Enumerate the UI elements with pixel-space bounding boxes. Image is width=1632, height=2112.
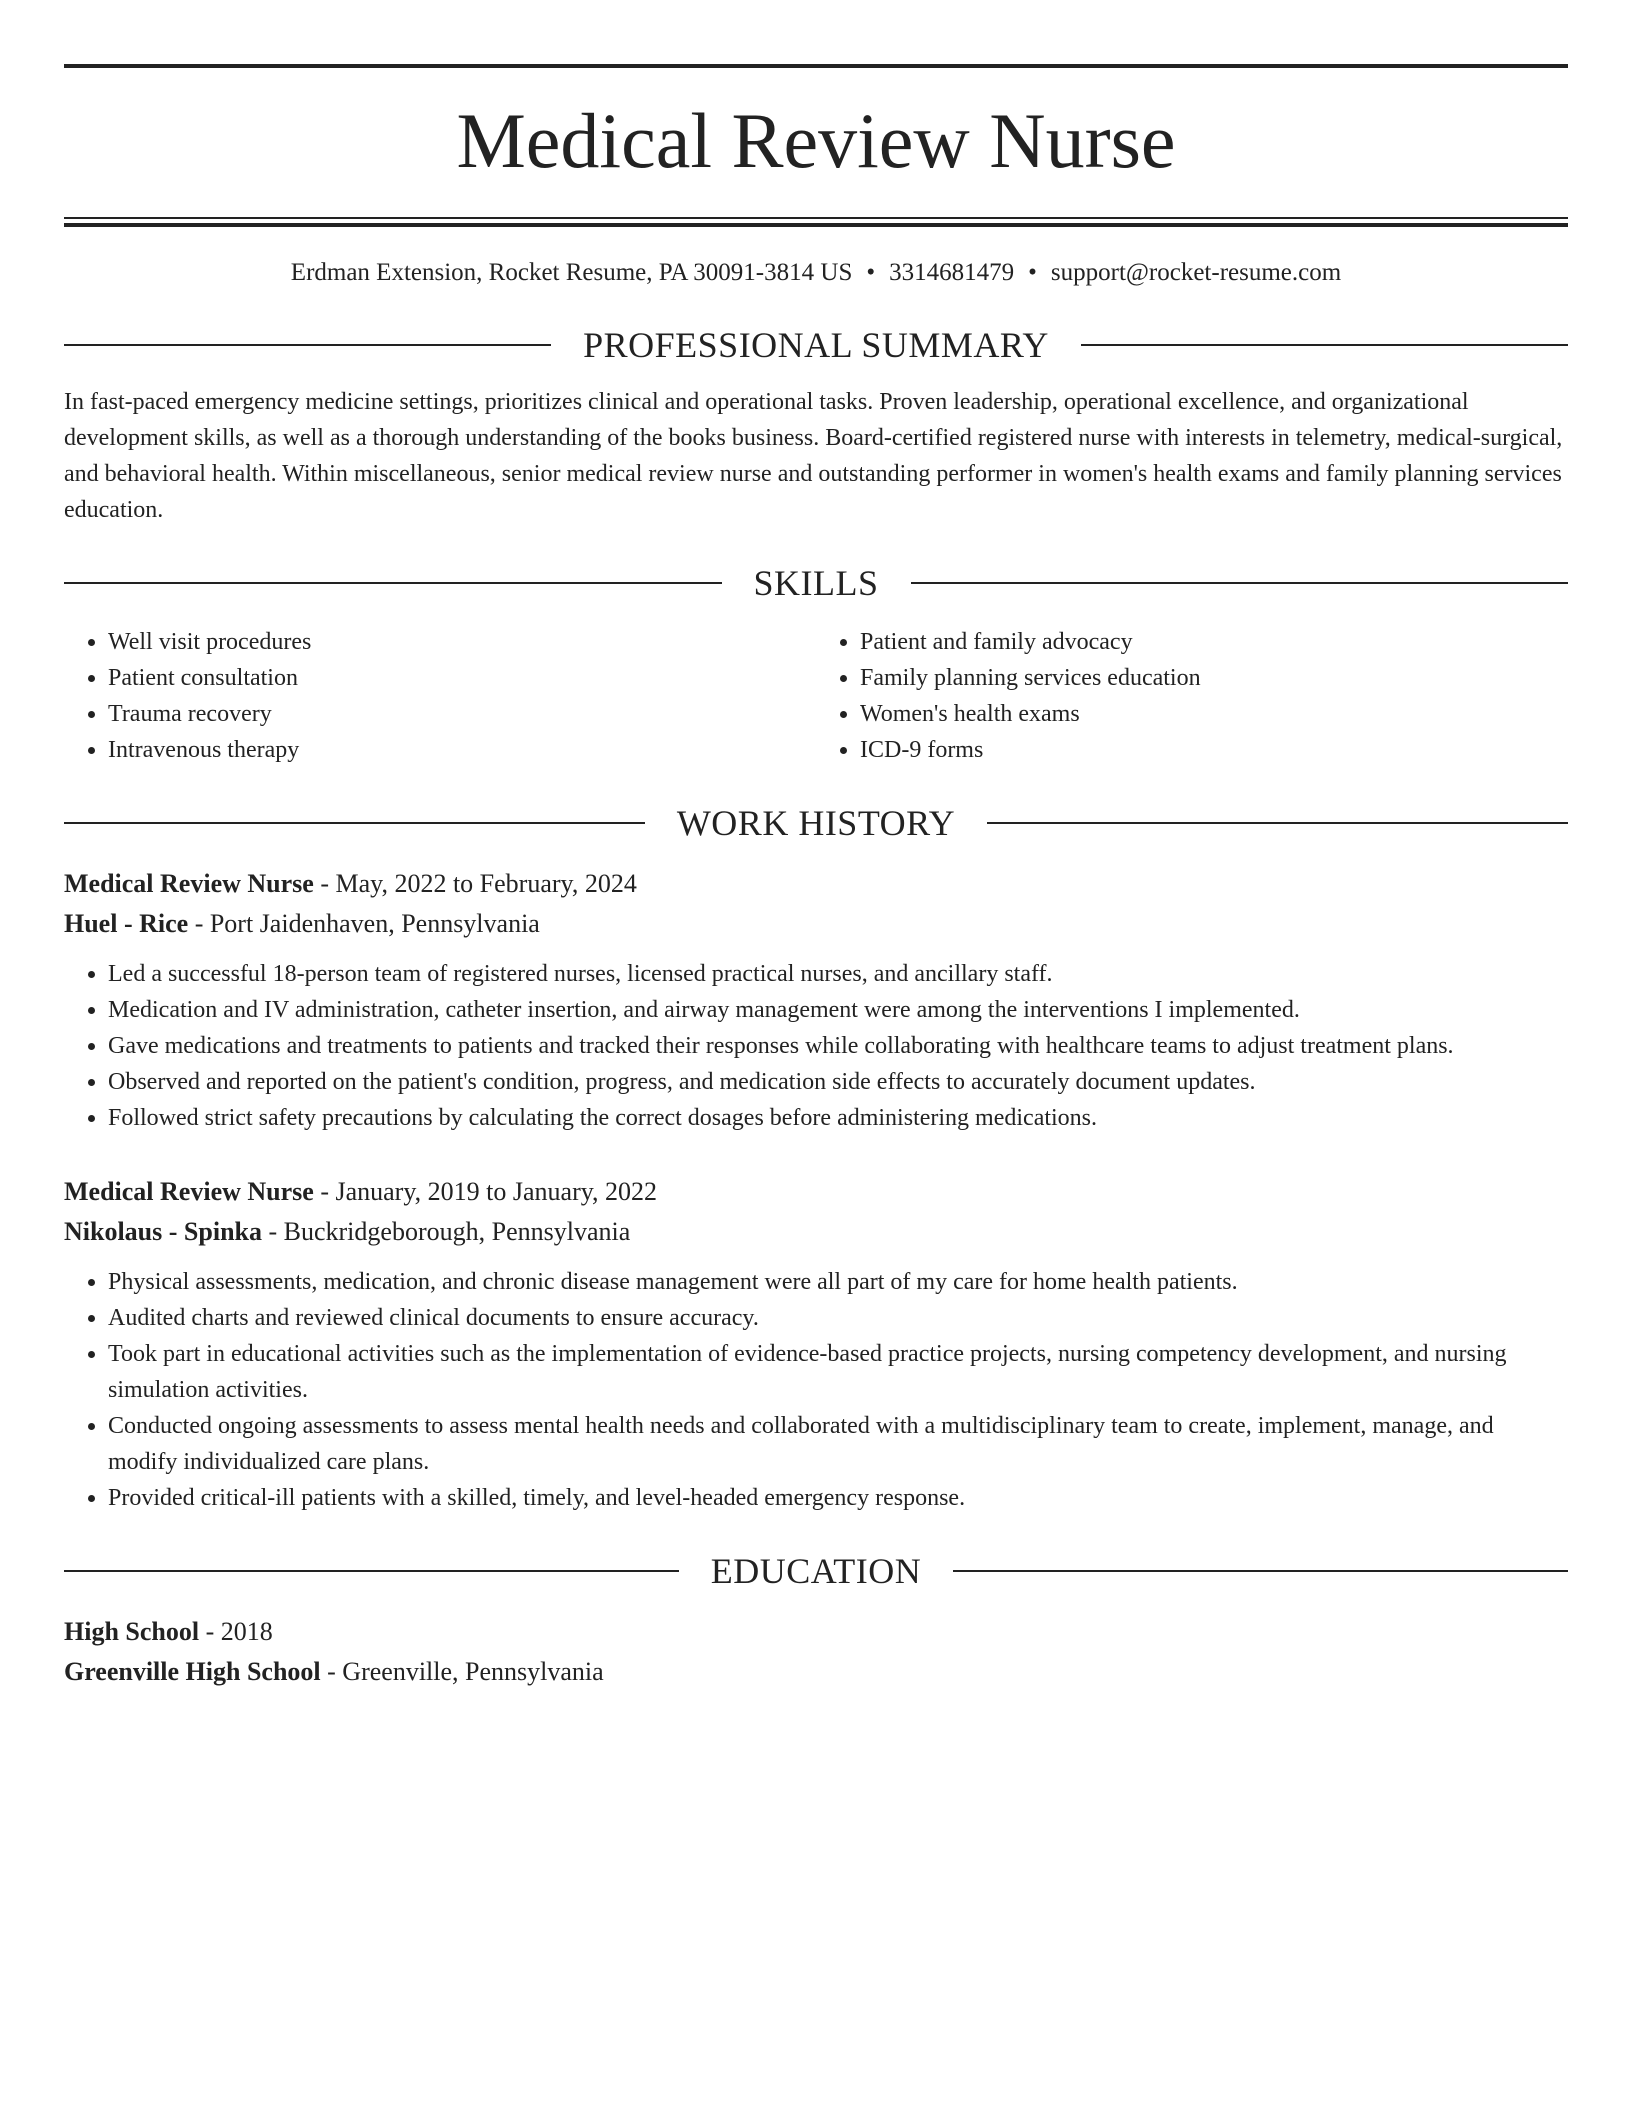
job-employer-line	[64, 904, 1568, 944]
divider	[1081, 344, 1568, 346]
skill-item: • Intravenous therapy	[108, 732, 816, 768]
divider	[64, 1570, 679, 1572]
job-title: Medical Review Nurse	[64, 869, 314, 898]
job-bullet: • Audited charts and reviewed clinical documents to ensure accuracy.	[108, 1300, 1568, 1336]
divider	[987, 822, 1568, 824]
divider	[953, 1570, 1568, 1572]
section-title: SKILLS	[753, 563, 879, 603]
skill-item: • Trauma recovery	[108, 696, 816, 732]
skills-column-left	[64, 624, 816, 768]
contact-separator: •	[866, 259, 876, 286]
job-employer: Nikolaus - Spinka	[64, 1217, 262, 1246]
education-degree: High School	[64, 1617, 200, 1646]
education-school-line	[64, 1652, 1568, 1692]
job-title-line	[64, 1172, 1568, 1212]
job-dates: - May, 2022 to February, 2024	[320, 869, 637, 898]
job-bullets	[64, 1264, 1568, 1516]
divider	[64, 822, 645, 824]
header-double-rule	[64, 217, 1568, 219]
skill-item: • Family planning services education	[860, 660, 1568, 696]
job-employer: Huel - Rice	[64, 909, 189, 938]
job-bullet: • Physical assessments, medication, and chronic disease management were all part of my care for home health patients.	[108, 1264, 1568, 1300]
divider	[64, 344, 551, 346]
skill-item: • Women's health exams	[860, 696, 1568, 732]
contact-email: support@rocket-resume.com	[1050, 259, 1342, 286]
education-school: Greenville High School	[64, 1657, 321, 1686]
skills-column-right	[816, 624, 1568, 768]
job-bullet: • Provided critical-ill patients with a skilled, timely, and level-headed emergency response.	[108, 1480, 1568, 1516]
job-entry	[64, 864, 1568, 1136]
job-bullet: • Led a successful 18-person team of registered nurses, licensed practical nurses, and ancillary staff.	[108, 956, 1568, 992]
resume-name: Medical Review Nurse	[456, 97, 1176, 184]
section-title: EDUCATION	[710, 1551, 922, 1591]
education-degree-line	[64, 1612, 1568, 1652]
section-heading-skills	[64, 562, 1568, 604]
contact-line	[64, 256, 1568, 290]
section-heading-work	[64, 802, 1568, 844]
divider	[911, 582, 1569, 584]
section-heading-summary	[64, 324, 1568, 366]
job-bullet: • Medication and IV administration, catheter insertion, and airway management were among the interventions I implemented.	[108, 992, 1568, 1028]
contact-address: Erdman Extension, Rocket Resume, PA 30091-3814 US	[290, 259, 853, 286]
education-location: - Greenville, Pennsylvania	[327, 1657, 604, 1686]
job-bullet: • Followed strict safety precautions by calculating the correct dosages before administering medications.	[108, 1100, 1568, 1136]
section-title: WORK HISTORY	[676, 803, 956, 843]
section-title: PROFESSIONAL SUMMARY	[583, 325, 1049, 365]
section-heading-education	[64, 1550, 1568, 1592]
job-bullet: • Observed and reported on the patient's condition, progress, and medication side effects to accurately document updates.	[108, 1064, 1568, 1100]
education-entry	[64, 1612, 1568, 1692]
job-location: - Buckridgeborough, Pennsylvania	[268, 1217, 631, 1246]
skill-item: • Well visit procedures	[108, 624, 816, 660]
divider	[64, 582, 722, 584]
skills-list	[64, 624, 1568, 768]
top-rule	[64, 64, 1568, 68]
skill-item: • Patient and family advocacy	[860, 624, 1568, 660]
job-employer-line	[64, 1212, 1568, 1252]
contact-separator: •	[1028, 259, 1037, 286]
contact-phone: 3314681479	[889, 259, 1015, 286]
job-entry	[64, 1172, 1568, 1516]
summary-text: In fast-paced emergency medicine settings, prioritizes clinical and operational tasks. Proven leadership, operational excellence, and organizational development skills, as well as a thorough understanding of the books business. Board-certified registered nurse with interests in telemetry, medical-surgical, and behavioral health. Within miscellaneous, senior medical review nurse and outstanding performer in women's health exams and family planning services education.	[64, 389, 1563, 523]
job-bullet: • Took part in educational activities such as the implementation of evidence-based practice projects, nursing competency development, and nursing simulation activities.	[108, 1336, 1568, 1408]
job-bullets	[64, 956, 1568, 1136]
job-bullet: • Conducted ongoing assessments to assess mental health needs and collaborated with a multidisciplinary team to create, implement, manage, and modify individualized care plans.	[108, 1408, 1568, 1480]
job-dates: - January, 2019 to January, 2022	[320, 1177, 658, 1206]
job-title-line	[64, 864, 1568, 904]
skill-item: • Patient consultation	[108, 660, 816, 696]
job-title: Medical Review Nurse	[64, 1177, 314, 1206]
skill-item: • ICD-9 forms	[860, 732, 1568, 768]
job-location: - Port Jaidenhaven, Pennsylvania	[194, 909, 540, 938]
education-year: - 2018	[205, 1617, 273, 1646]
job-bullet: • Gave medications and treatments to patients and tracked their responses while collaborating with healthcare teams to adjust treatment plans.	[108, 1028, 1568, 1064]
resume-page	[64, 64, 1568, 1692]
